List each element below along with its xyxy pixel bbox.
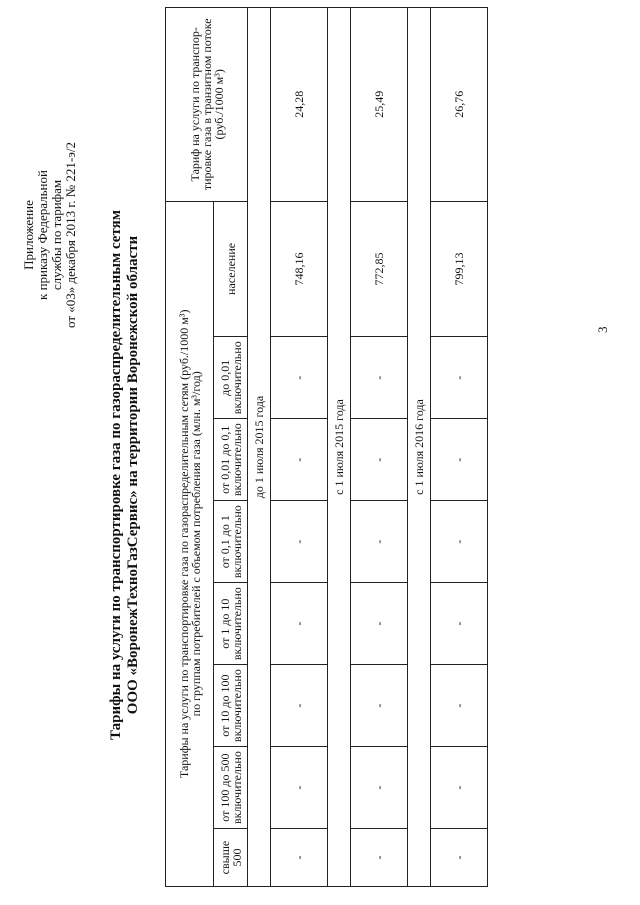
table-row (351, 8, 408, 887)
appendix-line: Приложение (21, 200, 36, 270)
table-cell: - (431, 419, 488, 501)
table-cell: - (271, 829, 328, 887)
transit-cell: 25,49 (351, 8, 408, 202)
table-cell: - (351, 583, 408, 665)
table-row (431, 8, 488, 887)
table-cell: - (431, 829, 488, 887)
group-header-line: Тарифы на услуги по транспортировке газа по газораспределительным сетям (руб./1000 м³) (176, 309, 191, 779)
table-cell: - (431, 337, 488, 419)
tariff-table (165, 7, 488, 887)
column-header: население (214, 201, 248, 337)
period-row: с 1 июля 2015 года (328, 8, 351, 887)
table-cell: - (351, 829, 408, 887)
column-header: от 1 до 10 включительно (214, 583, 248, 665)
table-cell: - (351, 419, 408, 501)
table-cell: 748,16 (271, 201, 328, 337)
appendix-line: службы по тарифам (49, 179, 64, 291)
table-cell: - (271, 583, 328, 665)
table-cell: - (271, 419, 328, 501)
appendix-line: к приказу Федеральной (35, 170, 50, 300)
transit-cell: 24,28 (271, 8, 328, 202)
table-cell: - (431, 665, 488, 747)
page-number: 3 (595, 326, 610, 333)
appendix-line: от «03» декабря 2013 г. № 221-э/2 (63, 142, 78, 328)
document-title (108, 195, 142, 755)
table-cell: - (431, 583, 488, 665)
table-cell: - (271, 747, 328, 829)
column-header: свыше 500 (214, 829, 248, 887)
table-cell: - (351, 747, 408, 829)
column-header: от 0,01 до 0,1 включительно (214, 419, 248, 501)
transit-cell: 26,76 (431, 8, 488, 202)
table-cell: - (351, 501, 408, 583)
table-cell: - (271, 665, 328, 747)
table-row (271, 8, 328, 887)
transit-header: Тариф на услуги по транспор-тировке газа в транзитном потоке (руб./1000 м³) (166, 8, 248, 202)
table-cell: 799,13 (431, 201, 488, 337)
group-header (166, 201, 214, 886)
title-line: Тарифы на услуги по транспортировке газа по газораспределительным сетям (108, 210, 124, 740)
appendix-note (22, 125, 78, 345)
table-cell: 772,85 (351, 201, 408, 337)
table-cell: - (431, 501, 488, 583)
group-header-line: по группам потребителей с объемом потребления газа (млн. м³/год) (188, 371, 203, 717)
column-header: от 0,1 до 1 включительно (214, 501, 248, 583)
table-cell: - (271, 501, 328, 583)
table-cell: - (351, 337, 408, 419)
column-header: до 0,01 включительно (214, 337, 248, 419)
title-line: ООО «ВоронежТехноГазСервис» на территории Воронежской области (125, 235, 141, 715)
period-row: с 1 июля 2016 года (408, 8, 431, 887)
column-header: от 10 до 100 включительно (214, 665, 248, 747)
table-cell: - (351, 665, 408, 747)
column-header: от 100 до 500 включительно (214, 747, 248, 829)
table-cell: - (431, 747, 488, 829)
period-row: до 1 июля 2015 года (248, 8, 271, 887)
table-cell: - (271, 337, 328, 419)
